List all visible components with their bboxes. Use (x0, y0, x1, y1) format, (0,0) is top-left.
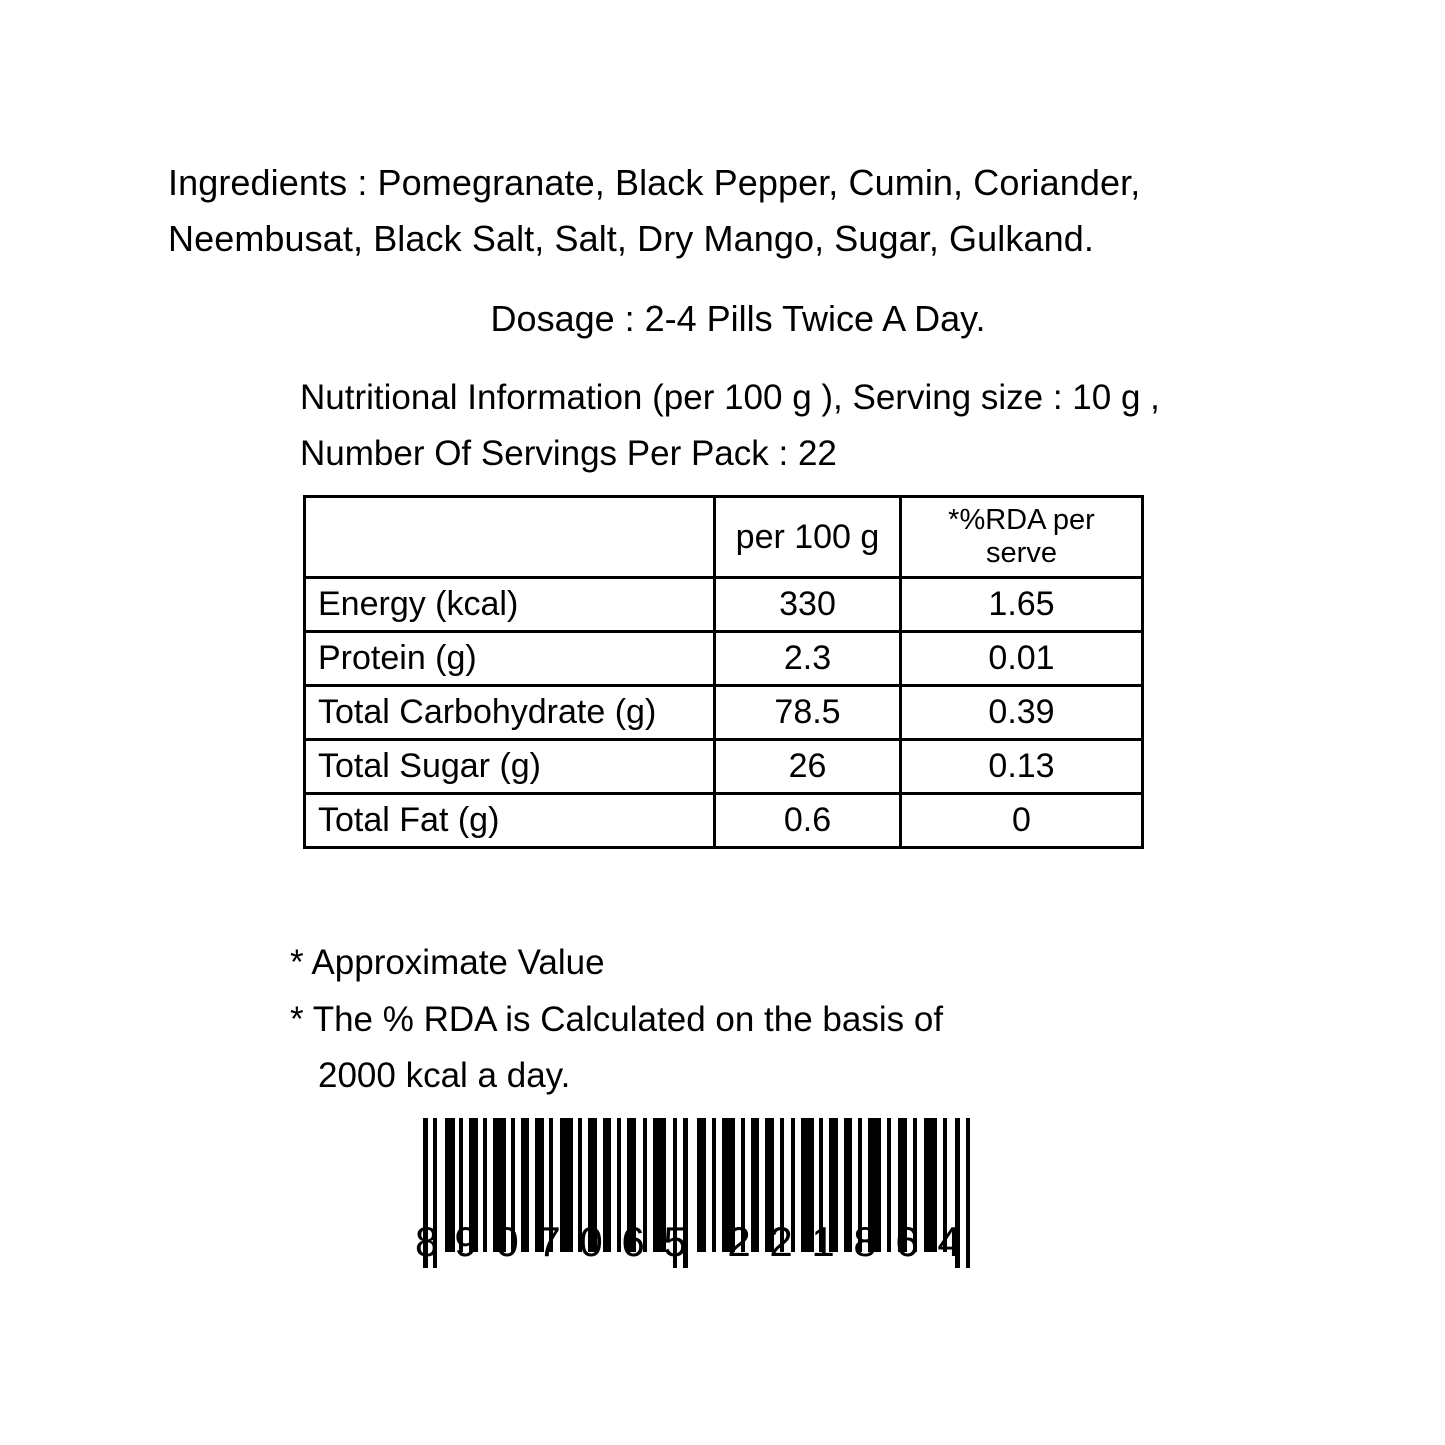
row-per100g-protein: 2.3 (715, 632, 901, 686)
barcode-digit: 2 (727, 1218, 753, 1265)
row-rda-energy: 1.65 (901, 578, 1143, 632)
barcode-digit: 6 (895, 1218, 921, 1265)
row-label-total-sugar: Total Sugar (g) (305, 740, 715, 794)
nutrition-table-head (305, 497, 1143, 578)
nutrition-table-body (305, 578, 1143, 848)
row-rda-protein: 0.01 (901, 632, 1143, 686)
nutrition-heading: Nutritional Information (per 100 g ), Serving size : 10 g , Number Of Servings Per Pack : 22 (300, 378, 1160, 473)
barcode-number (415, 1218, 1015, 1266)
row-label-total-carbohydrate: Total Carbohydrate (g) (305, 686, 715, 740)
footnote-approximate-value: * Approximate Value (290, 943, 605, 982)
row-rda-total-sugar: 0.13 (901, 740, 1143, 794)
dosage-text: Dosage : 2-4 Pills Twice A Day. (490, 298, 986, 339)
table-row (305, 794, 1143, 848)
row-per100g-energy: 330 (715, 578, 901, 632)
row-rda-total-carbohydrate: 0.39 (901, 686, 1143, 740)
footnote-rda-basis: * The % RDA is Calculated on the basis of (290, 999, 944, 1039)
barcode-digit: 2 (769, 1218, 795, 1265)
barcode-digit: 5 (663, 1218, 689, 1265)
row-per100g-total-sugar: 26 (715, 740, 901, 794)
footnote-rda-basis-cont: 2000 kcal a day. (318, 1056, 571, 1096)
header-blank (305, 497, 715, 578)
row-rda-total-fat: 0 (901, 794, 1143, 848)
barcode-digit: 6 (621, 1218, 647, 1265)
ingredients-text: Ingredients : Pomegranate, Black Pepper, Cumin, Coriander, Neembusat, Black Salt, Salt, Dry Mango, Sugar, Gulkand. (168, 162, 1141, 259)
row-label-protein: Protein (g) (305, 632, 715, 686)
barcode-digit: 7 (537, 1218, 563, 1265)
barcode-digit: 9 (454, 1218, 480, 1265)
header-per-100g: per 100 g (715, 497, 901, 578)
header-rda-per-serve: *%RDA per serve (901, 497, 1143, 578)
row-per100g-total-carbohydrate: 78.5 (715, 686, 901, 740)
table-row (305, 686, 1143, 740)
table-row (305, 740, 1143, 794)
barcode-digit: 8 (415, 1218, 441, 1265)
table-header-row (305, 497, 1143, 578)
row-label-total-fat: Total Fat (g) (305, 794, 715, 848)
table-row (305, 632, 1143, 686)
barcode-digit: 0 (579, 1218, 605, 1265)
nutrition-table (303, 495, 1144, 849)
row-label-energy: Energy (kcal) (305, 578, 715, 632)
barcode-digit: 0 (495, 1218, 521, 1265)
table-row (305, 578, 1143, 632)
barcode-digit: 4 (937, 1218, 963, 1265)
barcode-digit: 8 (853, 1218, 879, 1265)
barcode-digit: 1 (811, 1218, 837, 1265)
footnotes (290, 935, 1190, 1105)
row-per100g-total-fat: 0.6 (715, 794, 901, 848)
